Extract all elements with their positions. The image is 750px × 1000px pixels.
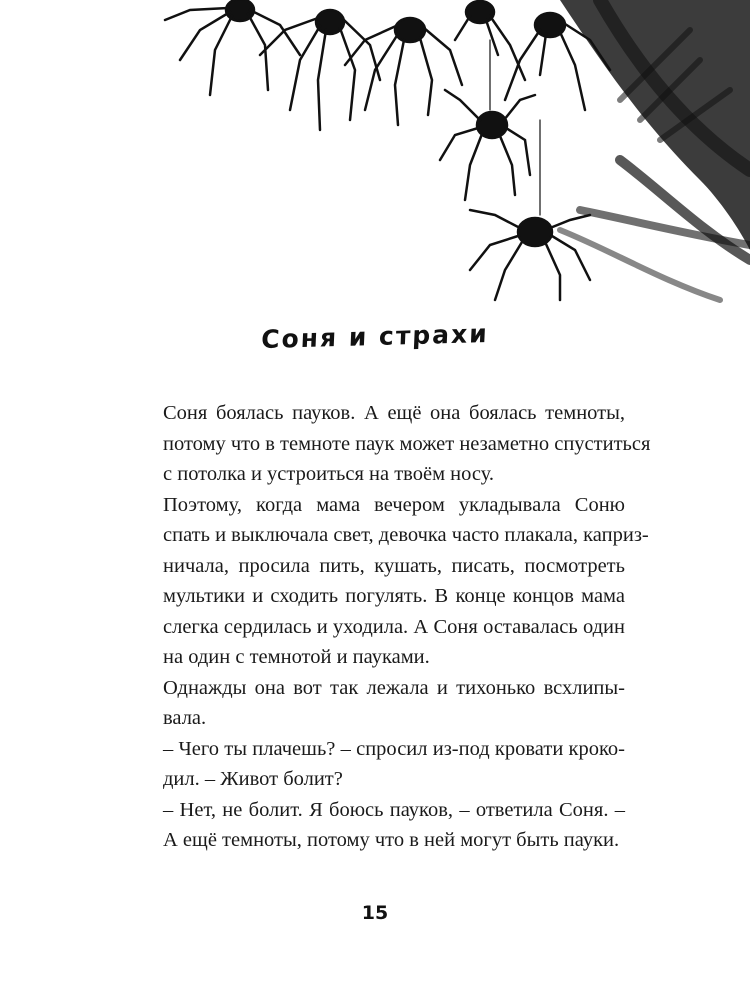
page-number: 15	[361, 902, 389, 924]
spider-7	[470, 120, 590, 300]
paragraph: Однажды она вот так лежала и тихонько всхлипы- вала.	[163, 676, 625, 729]
spider-2	[260, 10, 380, 130]
spiders-illustration	[0, 0, 750, 320]
story-text	[137, 398, 651, 856]
dialogue-paragraph: – Чего ты плачешь? – спросил из-под кровати кроко- дил. – Живот болит?	[163, 737, 625, 790]
paragraph: Поэтому, когда мама вечером укладывала Соню спать и выключала свет, девочка часто плакала, каприз- ничала, просила пить, кушать, писать, посмотреть мультики и сходить погулять. В конце концов мама слегка сердилась и уходила. А Соня оставалась один на один с темнотой и пауками.	[163, 493, 649, 668]
spider-3	[345, 18, 462, 125]
spider-1	[165, 0, 300, 95]
dialogue-paragraph: – Нет, не болит. Я боюсь пауков, – ответила Соня. – А ещё темноты, потому что в ней могут быть пауки.	[163, 798, 625, 851]
paragraph: Соня боялась пауков. А ещё она боялась темноты, потому что в темноте паук может незаметно спуститься с потолка и устроиться на твоём носу.	[163, 402, 651, 485]
chapter-title: Соня и страхи	[260, 319, 490, 354]
